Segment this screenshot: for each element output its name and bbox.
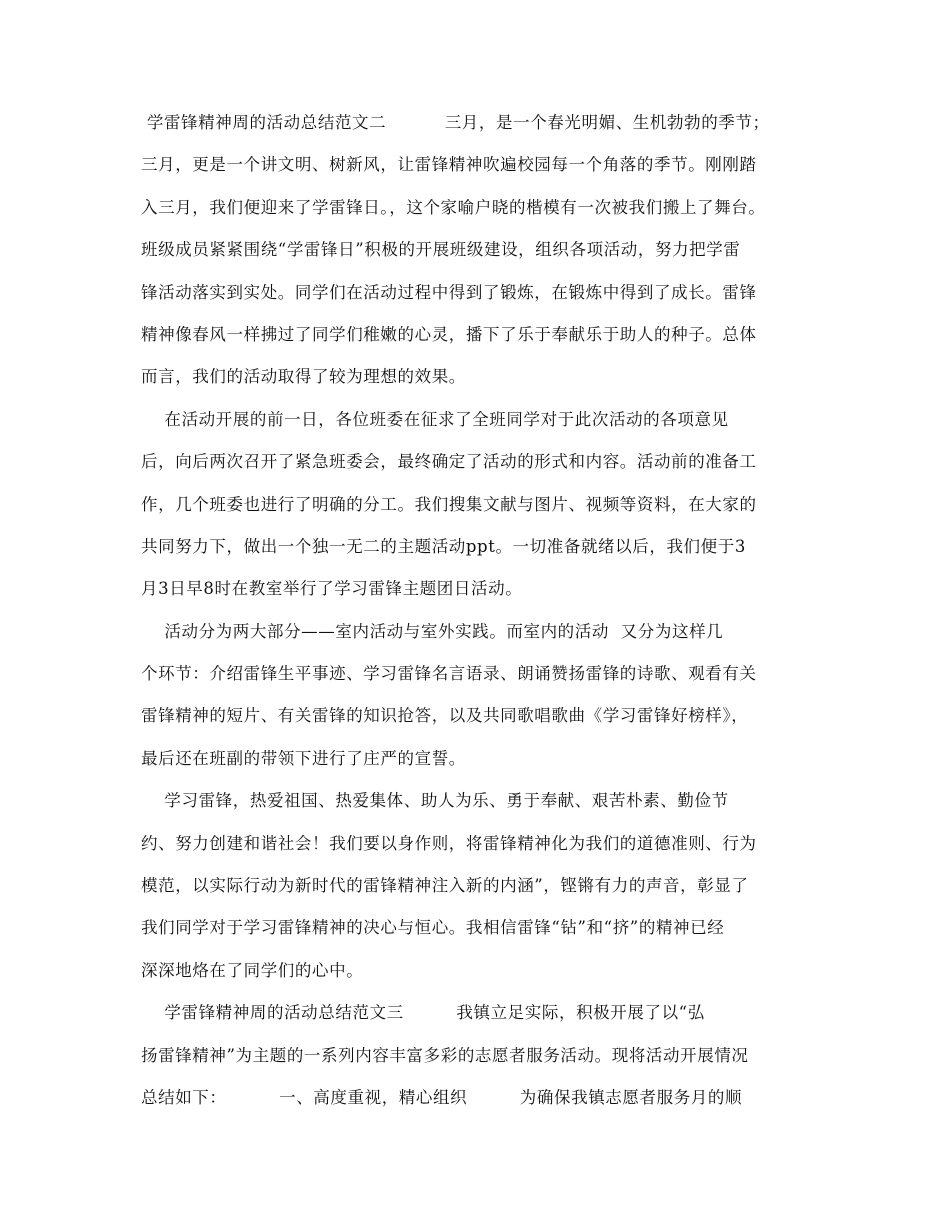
text-line: 个环节：介绍雷锋生平事迹、学习雷锋名言语录、朗诵赞扬雷锋的诗歌、观看有关: [141, 664, 757, 684]
text-line: 共同努力下，做出一个独一无二的主题活动ppt。一切准备就绪以后，我们便于3: [141, 536, 746, 556]
text-line: 学雷锋精神周的活动总结范文三 我镇立足实际，积极开展了以“弘: [141, 1003, 705, 1023]
text-line: 扬雷锋精神”为主题的一系列内容丰富多彩的志愿者服务活动。现将活动开展情况: [141, 1045, 749, 1065]
text-line: 我们同学对于学习雷锋精神的决心与恒心。我相信雷锋“钻”和“挤”的精神已经: [141, 918, 725, 938]
text-line: 作，几个班委也进行了明确的分工。我们搜集文献与图片、视频等资料，在大家的: [141, 494, 757, 514]
text-line: 学习雷锋，热爱祖国、热爱集体、助人为乐、勇于奉献、艰苦朴素、勤俭节: [141, 791, 729, 811]
text-line: 活动分为两大部分——室内活动与室外实践。而室内的活动 又分为这样几: [141, 621, 724, 641]
text-line: 在活动开展的前一日，各位班委在征求了全班同学对于此次活动的各项意见: [141, 409, 729, 429]
text-line: 最后还在班副的带领下进行了庄严的宣誓。: [141, 748, 466, 768]
text-line: 后，向后两次召开了紧急班委会，最终确定了活动的形式和内容。活动前的准备工: [141, 452, 757, 472]
text-line: 精神像春风一样拂过了同学们稚嫩的心灵，播下了乐于奉献乐于助人的种子。总体: [141, 324, 757, 344]
text-line: 锋活动落实到实处。同学们在活动过程中得到了锻炼，在锻炼中得到了成长。雷锋: [141, 282, 757, 302]
text-line: 深深地烙在了同学们的心中。: [141, 960, 364, 980]
text-line: 模范，以实际行动为新时代的雷锋精神注入新的内涵”，铿锵有力的声音，彰显了: [141, 876, 749, 896]
text-line: 入三月，我们便迎来了学雷锋日。，这个家喻户晓的楷模有一次被我们搬上了舞台。: [141, 197, 766, 217]
text-line: 而言，我们的活动取得了较为理想的效果。: [141, 367, 466, 387]
document-body: [141, 102, 813, 1119]
text-line: 学雷锋精神周的活动总结范文二 三月，是一个春光明媚、生机勃勃的季节；: [141, 113, 770, 132]
text-line: 三月，更是一个讲文明、树新风，让雷锋精神吹遍校园每一个角落的季节。刚刚踏: [141, 155, 757, 175]
text-line: 约、努力创建和谐社会！我们要以身作则，将雷锋精神化为我们的道德准则、行为: [141, 833, 757, 853]
text-line: 总结如下： 一、高度重视，精心组织 为确保我镇志愿者服务月的顺: [141, 1087, 743, 1107]
text-line: 雷锋精神的短片、有关雷锋的知识抢答，以及共同歌唱歌曲《学习雷锋好榜样》，: [141, 706, 749, 726]
text-line: 月3日早8时在教室举行了学习雷锋主题团日活动。: [141, 579, 523, 599]
text-line: 班级成员紧紧围绕“学雷锋日”积极的开展班级建设，组织各项活动，努力把学雷: [141, 240, 741, 260]
